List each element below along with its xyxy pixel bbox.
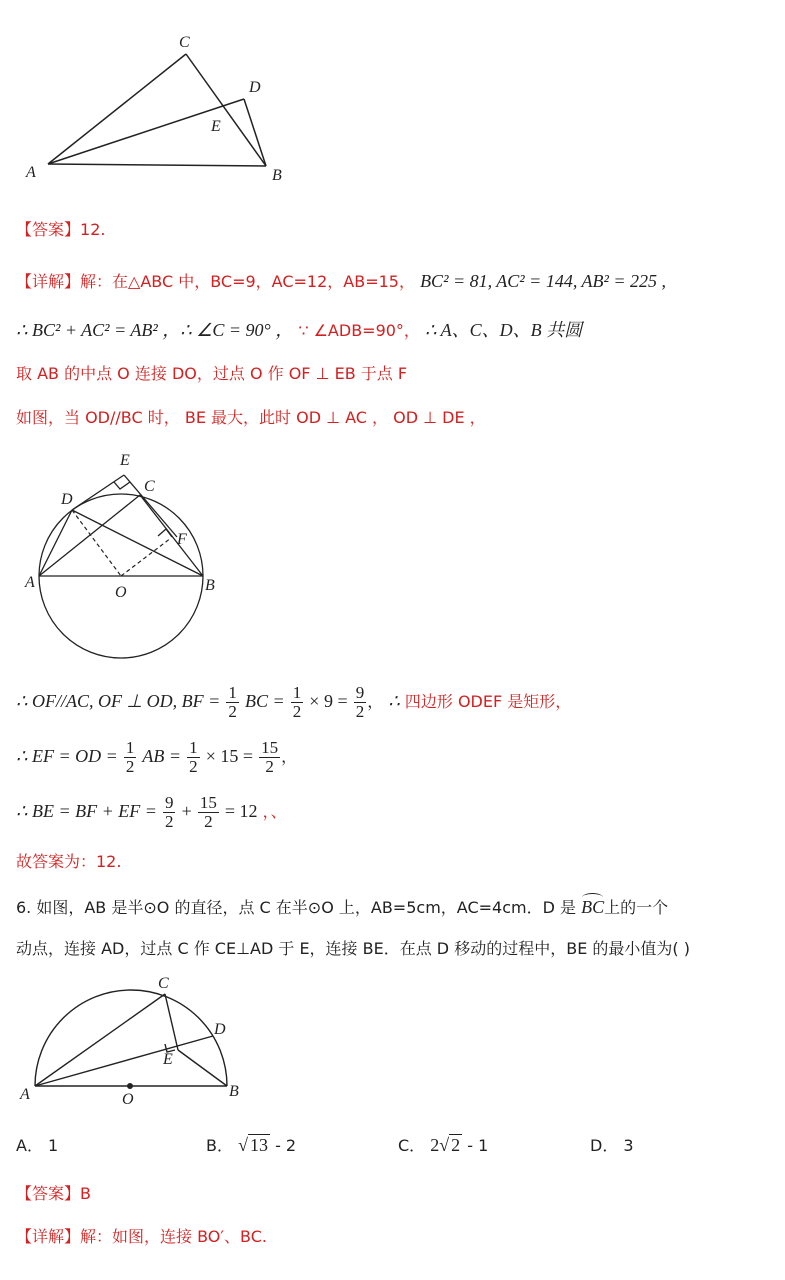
fraction-fifteen-half: $\frac{15}{2}$ <box>261 738 279 776</box>
detail-line-1 <box>16 271 666 292</box>
label-D: D <box>61 491 73 508</box>
label-B: B <box>205 577 215 594</box>
question-6-line-2: 动点，连接 AD，过点 C 作 CE⊥AD 于 E，连接 BE．在点 D 移动的过程中，BE 的最小值为( ) <box>16 939 690 958</box>
question-text-1: 如图，AB 是半⊙O 的直径，点 C 在半⊙O 上，AB=5cm，AC=4cm．D 是 <box>36 898 576 917</box>
detail-max: BE 最大，此时 OD ⊥ AC ， OD ⊥ DE ， <box>184 408 486 427</box>
label-E: E <box>211 118 221 135</box>
calc-5-mid2: × 9 = <box>309 691 348 711</box>
option-a-value: 1 <box>48 1136 59 1155</box>
figure-semicircle <box>0 970 785 1120</box>
detail-line-2 <box>16 320 582 341</box>
final-answer-1: 故答案为：12. <box>16 852 122 871</box>
detail-intro: 解：在△ABC 中，BC=9，AC=12，AB=15， <box>80 272 415 291</box>
label-A: A <box>26 164 36 181</box>
label-O: O <box>115 584 127 601</box>
option-c-radicand: 2 <box>451 1135 461 1155</box>
calc-7-start: ∴ BE = BF + EF = <box>16 801 157 821</box>
figure-circle-abcdef <box>0 445 785 675</box>
detail-concyclic: ∴ A、C、D、B 共圆 <box>425 320 583 340</box>
fraction-nine-half: $\frac{9}{2}$ <box>164 793 174 831</box>
option-c[interactable]: C． 2√ 2 - 1 <box>398 1135 489 1155</box>
option-d[interactable]: D． 3 <box>590 1136 634 1155</box>
calc-6-mid1: AB = <box>142 746 182 766</box>
calc-7-end: = 12 <box>224 801 258 821</box>
detail-text: 解：如图，连接 BO′、BC. <box>80 1227 267 1246</box>
question-number: 6. <box>16 898 32 917</box>
label-O: O <box>122 1091 134 1108</box>
option-b-radicand: 13 <box>249 1135 268 1155</box>
fraction-fifteen-half: $\frac{15}{2}$ <box>199 793 217 831</box>
sqrt-sign: √ <box>238 1135 248 1155</box>
calc-5-rect: 四边形 ODEF 是矩形， <box>404 692 572 711</box>
detail-tag: 【详解】 <box>16 1227 81 1246</box>
option-b-rest: - 2 <box>275 1136 297 1155</box>
label-A: A <box>20 1086 30 1103</box>
calc-line-6: ∴ EF = OD = $\frac{1}{2}$ AB = $\frac{1}{2}$ × 15 = $\frac{15}{2}$ ， <box>16 738 298 776</box>
fraction-half: $\frac{1}{2}$ <box>189 738 198 776</box>
detail-line-3: 取 AB 的中点 O 连接 DO，过点 O 作 OF ⊥ EB 于点 F <box>16 364 408 383</box>
answer-line-1 <box>16 220 105 240</box>
answer-value: 12. <box>80 220 106 239</box>
label-F: F <box>177 531 187 548</box>
detail-angle-adb: ∵ ∠ADB=90°， <box>298 321 420 340</box>
sqrt-sign: √ <box>439 1135 450 1155</box>
label-B: B <box>229 1083 239 1100</box>
figure-triangle-abcd <box>0 0 785 200</box>
fraction-half: $\frac{1}{2}$ <box>292 683 302 721</box>
option-d-value: 3 <box>623 1136 634 1155</box>
label-A: A <box>25 574 35 591</box>
detail-line-q6 <box>16 1227 267 1247</box>
label-D: D <box>249 79 261 96</box>
option-c-rest: - 1 <box>467 1136 489 1155</box>
label-C: C <box>179 34 190 51</box>
calc-line-7 <box>16 793 287 831</box>
label-D: D <box>214 1021 226 1038</box>
fraction-nine-half: $\frac{9}{2}$ <box>355 683 365 721</box>
detail-squares: BC² = 81, AC² = 144, AB² = 225 , <box>420 271 667 291</box>
answer-tag: 【答案】 <box>16 220 81 239</box>
label-C: C <box>158 975 169 992</box>
detail-tag: 【详解】 <box>16 272 81 291</box>
calc-7-red: ，、 <box>262 802 287 821</box>
question-6-line-1 <box>16 897 668 918</box>
detail-line-4 <box>16 408 486 428</box>
question-text-1b: 上的一个 <box>604 898 669 917</box>
label-C: C <box>144 478 155 495</box>
calc-line-5: ∴ OF//AC, OF ⊥ OD, BF = $\frac{1}{2}$ BC = $\frac{1}{2}$ × 9 = $\frac{9}{2}$ ， ∴ 四边形 ODEF 是矩形， <box>16 683 572 721</box>
option-b[interactable]: B． √ 13 - 2 <box>206 1135 297 1155</box>
label-E: E <box>163 1051 173 1068</box>
detail-when: 如图，当 OD//BC 时， <box>16 408 180 427</box>
fraction-half: $\frac{1}{2}$ <box>125 738 135 776</box>
calc-6-mid2: × 15 = <box>205 746 254 766</box>
answer-tag: 【答案】 <box>16 1184 81 1203</box>
answer-line-2 <box>16 1184 91 1204</box>
calc-5-start: ∴ OF//AC, OF ⊥ OD, BF = <box>16 691 221 711</box>
detail-pythag: ∴ BC² + AC² = AB² ，∴ ∠C = 90° ， <box>16 320 294 340</box>
calc-7-plus: + <box>181 801 192 821</box>
arc-bc: BC <box>581 897 605 917</box>
label-E: E <box>120 452 130 469</box>
option-c-coef: 2 <box>430 1135 440 1155</box>
fraction-half: $\frac{1}{2}$ <box>228 683 237 721</box>
calc-5-mid1: BC = <box>244 691 285 711</box>
answer-value: B <box>80 1184 91 1203</box>
label-B: B <box>272 167 282 184</box>
calc-6-start: ∴ EF = OD = <box>16 746 118 766</box>
option-a[interactable]: A． 1 <box>16 1136 59 1155</box>
